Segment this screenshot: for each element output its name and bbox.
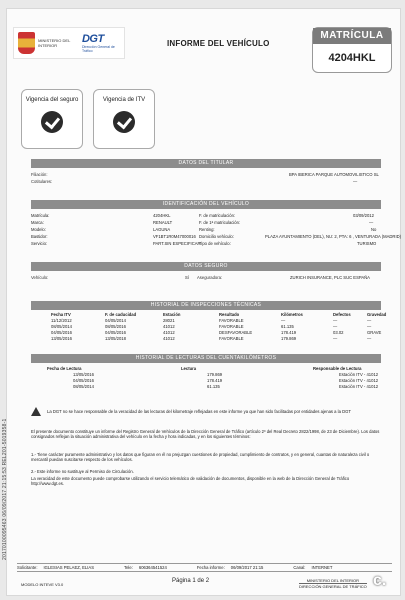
table-cell: — <box>367 336 372 341</box>
report-header <box>7 9 400 79</box>
seguro-vehiculo-value: Sí <box>185 275 189 280</box>
coat-of-arms-icon <box>18 32 35 54</box>
odometer-header-cell: Lectura <box>181 366 197 371</box>
vehicle-field-value: 4204HKL <box>153 213 171 218</box>
table-cell: 179.869 <box>207 372 223 377</box>
canal-value: INTERNET <box>311 565 333 570</box>
itv-validity-label: Vigencia de ITV <box>102 97 146 103</box>
section-band-titular: DATOS DEL TITULAR <box>31 159 381 168</box>
inspections-header-cell: Fecha ITV <box>51 312 71 317</box>
vehicle-field-label: Renting: <box>199 227 215 232</box>
plate-value: 4204HKL <box>328 52 376 64</box>
legal-paragraph-4: La veracidad de este documento puede comprobarse utilizando el servicio telemático de validación de documentos, disponible en la web de la Dirección General de Tráfico http://www.dgt.es. <box>31 476 350 487</box>
vehicle-field-value: No <box>371 227 377 232</box>
table-cell: — <box>367 318 372 323</box>
report-page <box>6 8 401 596</box>
model-version: MODELO INTEVE V3.0 <box>21 582 64 587</box>
seguro-vehiculo-label: Vehículo: <box>31 275 49 280</box>
table-row <box>31 384 381 390</box>
inspections-header-cell: F. de caducidad <box>105 312 137 317</box>
request-footer-bar <box>17 563 392 572</box>
table-cell: 41012 <box>163 324 175 329</box>
vehicle-field-value: VF1BT1R0M47000016 <box>153 234 196 239</box>
insurance-validity-label: Vigencia del seguro <box>25 97 79 103</box>
table-row <box>31 336 381 342</box>
inspections-header-cell: Resultado <box>219 312 240 317</box>
section-band-vehiculo: IDENTIFICACIÓN DEL VEHÍCULO <box>31 200 381 209</box>
odometer-header-cell: Fecha de Lectura <box>47 366 82 371</box>
page-title: INFORME DEL VEHÍCULO <box>167 39 270 48</box>
ministry-footer-line2: DIRECCIÓN GENERAL DE TRÁFICO <box>299 584 367 589</box>
table-cell: — <box>367 324 372 329</box>
vehicle-field-label: Domicilio vehículo: <box>199 234 234 239</box>
inspections-header-cell: Gravedad <box>367 312 387 317</box>
inspections-table <box>31 311 387 342</box>
table-cell: Estación ITV - 41012 <box>339 372 379 377</box>
fecha-value: 06/09/2017 21:15 <box>230 565 264 570</box>
table-cell: — <box>333 324 338 329</box>
table-cell: 61.135 <box>207 384 220 389</box>
ministry-name: MINISTERIO DEL INTERIOR <box>38 38 71 48</box>
table-cell: 41012 <box>163 336 175 341</box>
table-cell: Estación ITV - 41012 <box>339 378 379 383</box>
vehicle-field-label: Tipo de vehículo: <box>199 241 231 246</box>
disclaimer-text: La DGT no se hace responsable de la veracidad de las lecturas del kilometraje reflejadas en este informe ya que han sido facilitadas por entidades ajenas a la DGT <box>47 408 351 414</box>
table-cell: GRAVE <box>367 330 382 335</box>
check-icon <box>41 111 63 133</box>
inspections-header-row <box>31 311 387 318</box>
vehicle-field-label: Servicio: <box>31 241 48 246</box>
solicitante-label: Solicitante: <box>17 565 38 570</box>
table-cell: 08/05/2014 <box>51 324 72 329</box>
table-cell: 04/05/2016 <box>105 330 126 335</box>
table-cell: — <box>281 318 286 323</box>
table-cell: FAVORABLE <box>219 336 244 341</box>
table-cell: FAVORABLE <box>219 324 244 329</box>
vehicle-field-value: PART.SIN ESPECIFICAR <box>153 241 201 246</box>
table-cell: — <box>333 336 338 341</box>
section-band-seguro: DATOS SEGURO <box>31 262 381 271</box>
table-cell: 178.419 <box>281 330 297 335</box>
plate-label: MATRÍCULA <box>313 28 391 44</box>
canal-label: Canal: <box>293 565 306 570</box>
corner-mark: c. <box>373 572 387 589</box>
table-cell: 08/05/2014 <box>73 384 94 389</box>
inspections-header-cell: Kilómetros <box>281 312 303 317</box>
table-cell: 04/05/2014 <box>105 318 126 323</box>
table-cell: 04/05/2016 <box>51 330 72 335</box>
vehicle-field-label: Matrícula: <box>31 213 50 218</box>
odometer-table <box>31 365 381 390</box>
insurance-validity-card <box>21 89 83 149</box>
table-cell: 28021 <box>163 318 175 323</box>
filiacion-label: Filiación: <box>31 172 48 177</box>
dgt-mark: DGT <box>81 33 104 45</box>
section-band-lecturas: HISTORIAL DE LECTURAS DEL CUENTAKILÓMETROS <box>31 354 381 363</box>
inspections-header-cell: Estación <box>163 312 181 317</box>
table-cell: 178.419 <box>207 378 223 383</box>
filiacion-value: BPA IBERICA PARQUE AUTOMOVILISTICO SL <box>289 172 379 177</box>
plate-box <box>312 27 392 73</box>
check-icon <box>113 111 135 133</box>
table-cell: 11/12/2012 <box>51 318 72 323</box>
vehicle-field-label: F. de 1ª matriculación: <box>199 220 241 225</box>
dgt-subtitle: Dirección General de Tráfico <box>81 45 115 53</box>
telefono-value: 606364541524 <box>138 565 167 570</box>
section-band-inspecciones: HISTORIAL DE INSPECCIONES TÉCNICAS <box>31 301 381 310</box>
table-cell: 13/05/2016 <box>51 336 72 341</box>
cotitulares-label: Cotitulares: <box>31 179 53 184</box>
side-verification-code: 20170100095463 06/09/2017 21:15:53 REL201-5019358-1 <box>2 418 8 560</box>
table-cell: Estación ITV - 41012 <box>339 384 379 389</box>
table-cell: 61.135 <box>281 324 294 329</box>
vehicle-field-value: — <box>369 220 374 225</box>
odometer-header-row <box>31 365 381 372</box>
vehicle-field-value: TURISMO <box>357 241 377 246</box>
table-cell: 179.869 <box>281 336 297 341</box>
ministry-logo <box>13 27 125 59</box>
table-cell: 41012 <box>163 330 175 335</box>
table-cell: 08/05/2016 <box>105 324 126 329</box>
vehicle-field-label: Marca: <box>31 220 44 225</box>
vehicle-field-label: Modelo: <box>31 227 46 232</box>
solicitante-value: IGLESIAS PELAEZ, ELIAS <box>43 565 94 570</box>
ministry-footer-line1: MINISTERIO DEL INTERIOR <box>299 578 367 584</box>
telefono-label: Tele: <box>124 565 133 570</box>
vehicle-field-label: Bastidor: <box>31 234 48 239</box>
table-cell: 03.02 <box>333 330 344 335</box>
table-cell: 04/05/2016 <box>73 378 94 383</box>
vehicle-field-value: 03/09/2012 <box>353 213 374 218</box>
odometer-header-cell: Responsable de Lectura <box>313 366 362 371</box>
inspections-header-cell: Defectos <box>333 312 351 317</box>
disclaimer-note <box>31 407 381 416</box>
table-cell: — <box>333 318 338 323</box>
vehicle-field-value: PLAZA AYUNTAMIENTO (DEL), NU: 2, PTA: 6 , VENTURADA (MADRID) <box>265 234 402 239</box>
table-cell: FAVORABLE <box>219 318 244 323</box>
page-number: Página 1 de 2 <box>172 578 210 584</box>
aseguradora-label: Aseguradora: <box>197 275 223 280</box>
vehicle-field-label: F. de matriculación: <box>199 213 236 218</box>
aseguradora-value: ZURICH INSURANCE, PLC SUC ESPAÑA <box>290 275 370 280</box>
vehicle-field-value: RENAULT <box>153 220 173 225</box>
table-cell: DESFAVORABLE <box>219 330 253 335</box>
legal-paragraph-2: 1.- Tiene carácter puramente administrativo y los datos que figuran en él no prejuzgan cuestiones de propiedad, cumplimiento de contratos, y en general, cuantas de naturaleza civil o mercantil puedan suscitarse respecto de los vehículos. <box>31 452 370 463</box>
cotitulares-value: — <box>353 179 358 184</box>
legal-paragraph-1: El presente documento constituye un informe del Registro General de Vehículos de la Dirección General de Tráfico (artículo 2º del Real Decreto 2822/1998, de 23 de Diciembre). Los datos consignados reflejan la situación administrativa del vehículo en la fecha y hora indicadas, y en los siguientes términos: <box>31 429 380 440</box>
legal-paragraph-3: 2.- Este informe no sustituye al Permiso de Circulación. <box>31 469 134 474</box>
vehicle-field-value: LAGUNA <box>153 227 171 232</box>
table-cell: 13/05/2016 <box>73 372 94 377</box>
itv-validity-card <box>93 89 155 149</box>
ministry-footer <box>299 578 367 589</box>
fecha-label: Fecha informe: <box>196 565 225 570</box>
warning-icon <box>31 407 41 416</box>
table-cell: 13/05/2018 <box>105 336 126 341</box>
dgt-logo <box>82 33 124 53</box>
